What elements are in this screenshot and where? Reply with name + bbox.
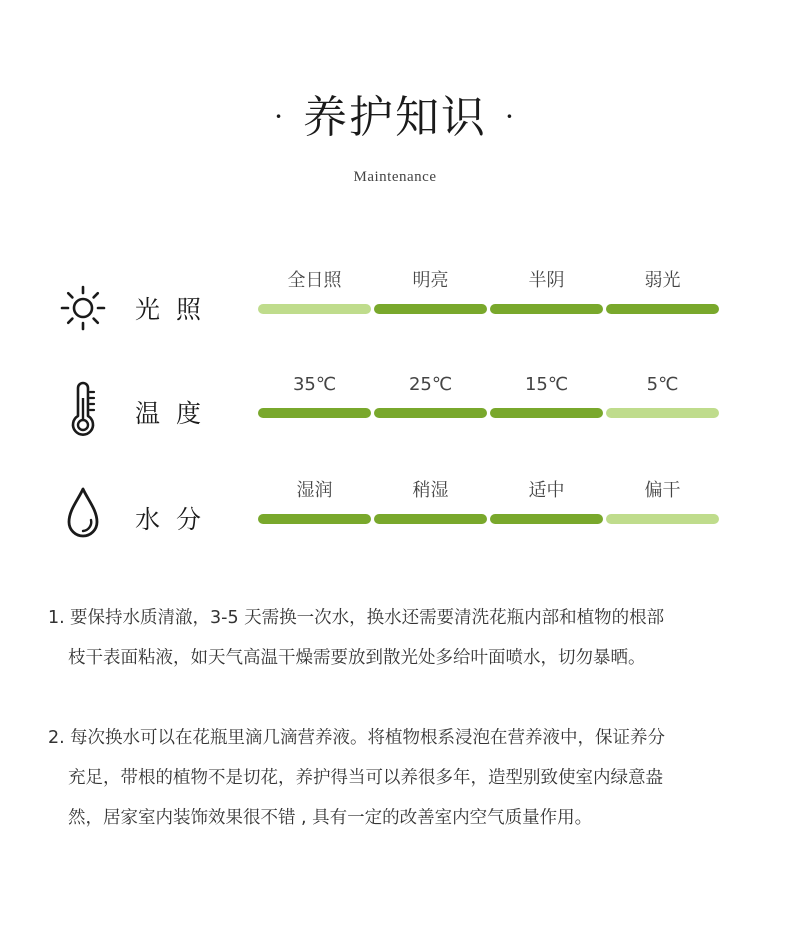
water-drop-icon (58, 484, 108, 544)
level-label: 半阴 (528, 270, 565, 291)
level-item (606, 270, 719, 294)
row-label-light: 光照 (135, 295, 218, 324)
level-bar (258, 514, 371, 524)
level-bar (374, 304, 487, 314)
title-dot-right: · (505, 99, 516, 133)
sun-icon (58, 278, 108, 338)
level-item (490, 480, 603, 504)
level-item (606, 480, 719, 504)
note-line: 充足，带根的植物不是切花，养护得当可以养很多年，造型别致使室内绿意盎 (68, 768, 663, 788)
level-item (490, 270, 603, 294)
header (0, 88, 790, 186)
care-row-light (0, 268, 790, 348)
level-item (258, 374, 371, 398)
page-title (0, 88, 790, 151)
note-number: 2. (48, 728, 65, 748)
level-label: 湿润 (296, 480, 333, 501)
note-line: 然，居家室内装饰效果很不错 , 具有一定的改善室内空气质量作用。 (68, 808, 593, 828)
level-bar (374, 408, 487, 418)
level-label: 弱光 (644, 270, 681, 291)
level-bar (258, 304, 371, 314)
level-bar (258, 408, 371, 418)
level-label: 35℃ (292, 374, 337, 395)
level-item (374, 480, 487, 504)
care-row-temperature (0, 372, 790, 452)
note-line: 枝干表面粘液，如天气高温干燥需要放到散光处多给叶面喷水，切勿暴晒。 (68, 648, 646, 668)
level-item (258, 480, 371, 504)
title-dot-left: · (274, 99, 285, 133)
level-bar (490, 514, 603, 524)
thermometer-icon (58, 380, 108, 440)
note-line: 要保持水质清澈，3-5 天需换一次水，换水还需要清洗花瓶内部和植物的根部 (70, 608, 665, 628)
level-scale-light (258, 270, 720, 330)
level-bar (490, 304, 603, 314)
level-item (258, 270, 371, 294)
level-label: 明亮 (412, 270, 449, 291)
level-bar (606, 304, 719, 314)
level-item (374, 374, 487, 398)
level-label: 稍湿 (412, 480, 449, 501)
note-number: 1. (48, 608, 65, 628)
page-subtitle: Maintenance (353, 168, 437, 185)
level-label: 15℃ (524, 374, 569, 395)
row-label-water: 水分 (135, 505, 218, 534)
level-item (606, 374, 719, 398)
level-label: 全日照 (287, 270, 342, 291)
level-label: 偏干 (644, 480, 681, 501)
note-line: 每次换水可以在花瓶里滴几滴营养液。将植物根系浸泡在营养液中，保证养分 (70, 728, 665, 748)
level-item (490, 374, 603, 398)
level-label: 5℃ (646, 374, 679, 395)
level-bar (606, 408, 719, 418)
care-row-water (0, 478, 790, 558)
level-label: 25℃ (408, 374, 453, 395)
title-text: 养护知识 (303, 92, 487, 143)
care-note-1 (48, 598, 748, 678)
level-bar (374, 514, 487, 524)
level-bar (490, 408, 603, 418)
level-bar (606, 514, 719, 524)
level-item (374, 270, 487, 294)
level-scale-temperature (258, 374, 720, 434)
care-note-2 (48, 718, 748, 838)
level-label: 适中 (528, 480, 565, 501)
row-label-temperature: 温度 (135, 399, 218, 428)
level-scale-water (258, 480, 720, 540)
